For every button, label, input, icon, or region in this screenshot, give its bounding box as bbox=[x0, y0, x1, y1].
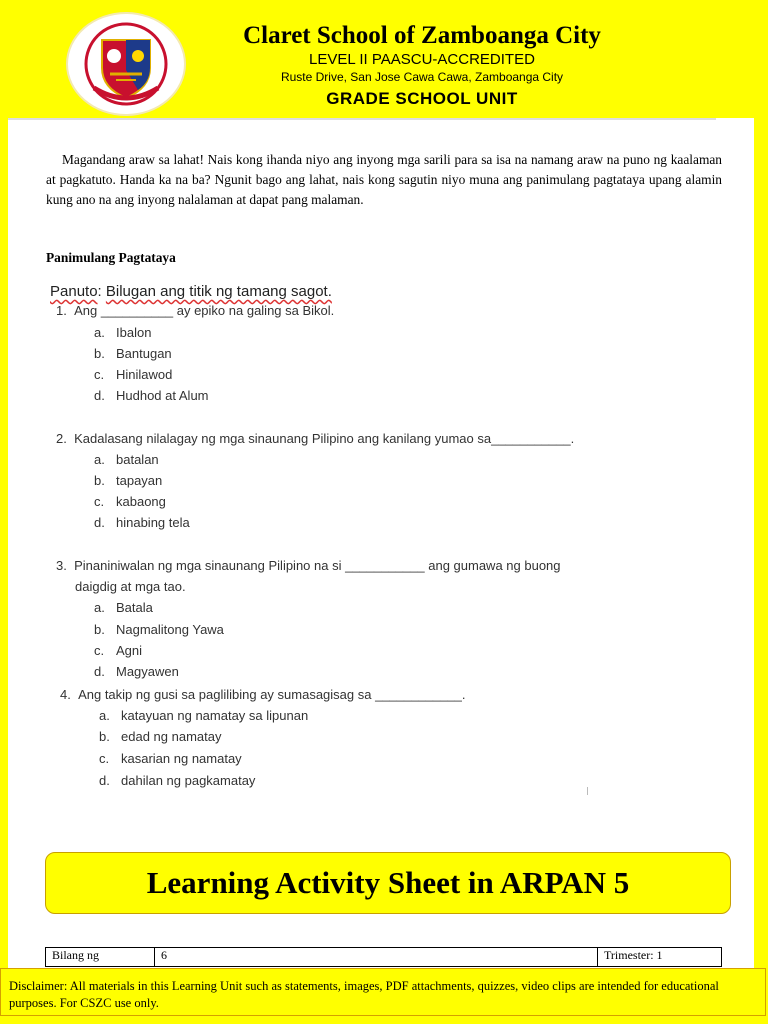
document-page bbox=[8, 113, 754, 975]
question-number: 3. bbox=[56, 558, 67, 573]
option-text: Hudhod at Alum bbox=[116, 388, 209, 403]
option[interactable] bbox=[99, 773, 255, 788]
option-letter: a. bbox=[94, 600, 105, 615]
option[interactable] bbox=[99, 729, 221, 744]
intro-paragraph: Magandang araw sa lahat! Nais kong ihanda niyo ang inyong mga sarili para sa isa na namang araw na puno ng kaalaman at pagkatuto. Handa ka na ba? Ngunit bago ang lahat, nais kong sagutin niyo muna ang panimulang pagtataya upang alamin kung ano na ang inyong nalalaman at dapat pang malaman. bbox=[46, 152, 722, 207]
option-letter: a. bbox=[94, 452, 105, 467]
instructions: Panuto: Bilugan ang titik ng tamang sagot. bbox=[50, 283, 332, 300]
option-letter: c. bbox=[94, 643, 105, 658]
option[interactable] bbox=[94, 600, 153, 615]
option-text: katayuan ng namatay sa lipunan bbox=[121, 708, 309, 723]
option-text: Hinilawod bbox=[116, 367, 173, 382]
option-text: Batala bbox=[116, 600, 153, 615]
cursor-mark bbox=[587, 787, 588, 795]
question-3-continued: daigdig at mga tao. bbox=[75, 579, 186, 594]
document-header bbox=[0, 0, 768, 118]
table-row bbox=[46, 948, 722, 967]
option-text: Nagmalitong Yawa bbox=[116, 622, 224, 637]
school-seal-icon bbox=[66, 12, 186, 116]
option-text: edad ng namatay bbox=[121, 729, 222, 744]
option[interactable] bbox=[94, 346, 172, 361]
option[interactable] bbox=[94, 643, 142, 658]
option-text: Agni bbox=[116, 643, 143, 658]
option[interactable] bbox=[94, 473, 162, 488]
option[interactable] bbox=[94, 367, 172, 382]
school-name: Claret School of Zamboanga City bbox=[243, 22, 601, 49]
option-text: kabaong bbox=[116, 494, 166, 509]
option[interactable] bbox=[94, 325, 151, 340]
disclaimer: Disclaimer: All materials in this Learning Unit such as statements, images, PDF attachments, quizzes, video clips are intended for educational purposes. For CSZC use only. bbox=[0, 968, 766, 1016]
question-4 bbox=[60, 687, 465, 702]
option[interactable] bbox=[94, 452, 159, 467]
option-letter: b. bbox=[99, 729, 110, 744]
table-cell-label: Bilang ng bbox=[46, 948, 155, 967]
option-text: Magyawen bbox=[116, 664, 179, 679]
school-address: Ruste Drive, San Jose Cawa Cawa, Zamboanga City bbox=[280, 70, 564, 84]
option-letter: d. bbox=[99, 773, 110, 788]
option-letter: d. bbox=[94, 515, 105, 530]
option[interactable] bbox=[99, 708, 308, 723]
accreditation-label: LEVEL II PAASCU-ACCREDITED bbox=[309, 51, 535, 68]
info-table bbox=[45, 947, 722, 967]
option-letter: b. bbox=[94, 473, 105, 488]
question-3 bbox=[56, 558, 561, 573]
question-number: 1. bbox=[56, 303, 67, 318]
option-letter: b. bbox=[94, 346, 105, 361]
title-banner-text: Learning Activity Sheet in ARPAN 5 bbox=[146, 865, 630, 900]
option-letter: b. bbox=[94, 622, 105, 637]
table-cell-trimester: Trimester: 1 bbox=[598, 948, 722, 967]
question-1 bbox=[56, 303, 334, 318]
option[interactable] bbox=[99, 751, 242, 766]
question-2 bbox=[56, 431, 574, 446]
question-text: Pinaniniwalan ng mga sinaunang Pilipino na si ___________ ang gumawa ng buong bbox=[74, 558, 561, 573]
option-letter: c. bbox=[94, 367, 105, 382]
option-text: Bantugan bbox=[116, 346, 172, 361]
option[interactable] bbox=[94, 515, 190, 530]
option[interactable] bbox=[94, 664, 179, 679]
question-text: Kadalasang nilalagay ng mga sinaunang Pilipino ang kanilang yumao sa___________. bbox=[74, 431, 575, 446]
question-number: 4. bbox=[60, 687, 71, 702]
question-number: 2. bbox=[56, 431, 67, 446]
option-letter: d. bbox=[94, 388, 105, 403]
option-text: dahilan ng pagkamatay bbox=[121, 773, 256, 788]
section-title: Panimulang Pagtataya bbox=[46, 250, 176, 265]
option[interactable] bbox=[94, 622, 224, 637]
option[interactable] bbox=[94, 494, 166, 509]
option-text: batalan bbox=[116, 452, 159, 467]
option-text: tapayan bbox=[116, 473, 163, 488]
option-text: Ibalon bbox=[116, 325, 152, 340]
instructions-label: Panuto bbox=[50, 283, 98, 300]
option-text: kasarian ng namatay bbox=[121, 751, 242, 766]
option-letter: c. bbox=[94, 494, 105, 509]
option[interactable] bbox=[94, 388, 209, 403]
unit-label: GRADE SCHOOL UNIT bbox=[326, 89, 518, 108]
option-text: hinabing tela bbox=[116, 515, 190, 530]
option-letter: a. bbox=[99, 708, 110, 723]
instructions-text: Bilugan ang titik ng tamang sagot. bbox=[105, 283, 332, 300]
option-letter: a. bbox=[94, 325, 105, 340]
question-text: Ang __________ ay epiko na galing sa Bikol. bbox=[74, 303, 335, 318]
header-divider bbox=[8, 118, 716, 120]
table-cell-value: 6 bbox=[155, 948, 598, 967]
option-letter: c. bbox=[99, 751, 110, 766]
question-text: Ang takip ng gusi sa paglilibing ay sumasagisag sa ____________. bbox=[78, 687, 466, 702]
option-letter: d. bbox=[94, 664, 105, 679]
title-banner bbox=[45, 852, 731, 914]
